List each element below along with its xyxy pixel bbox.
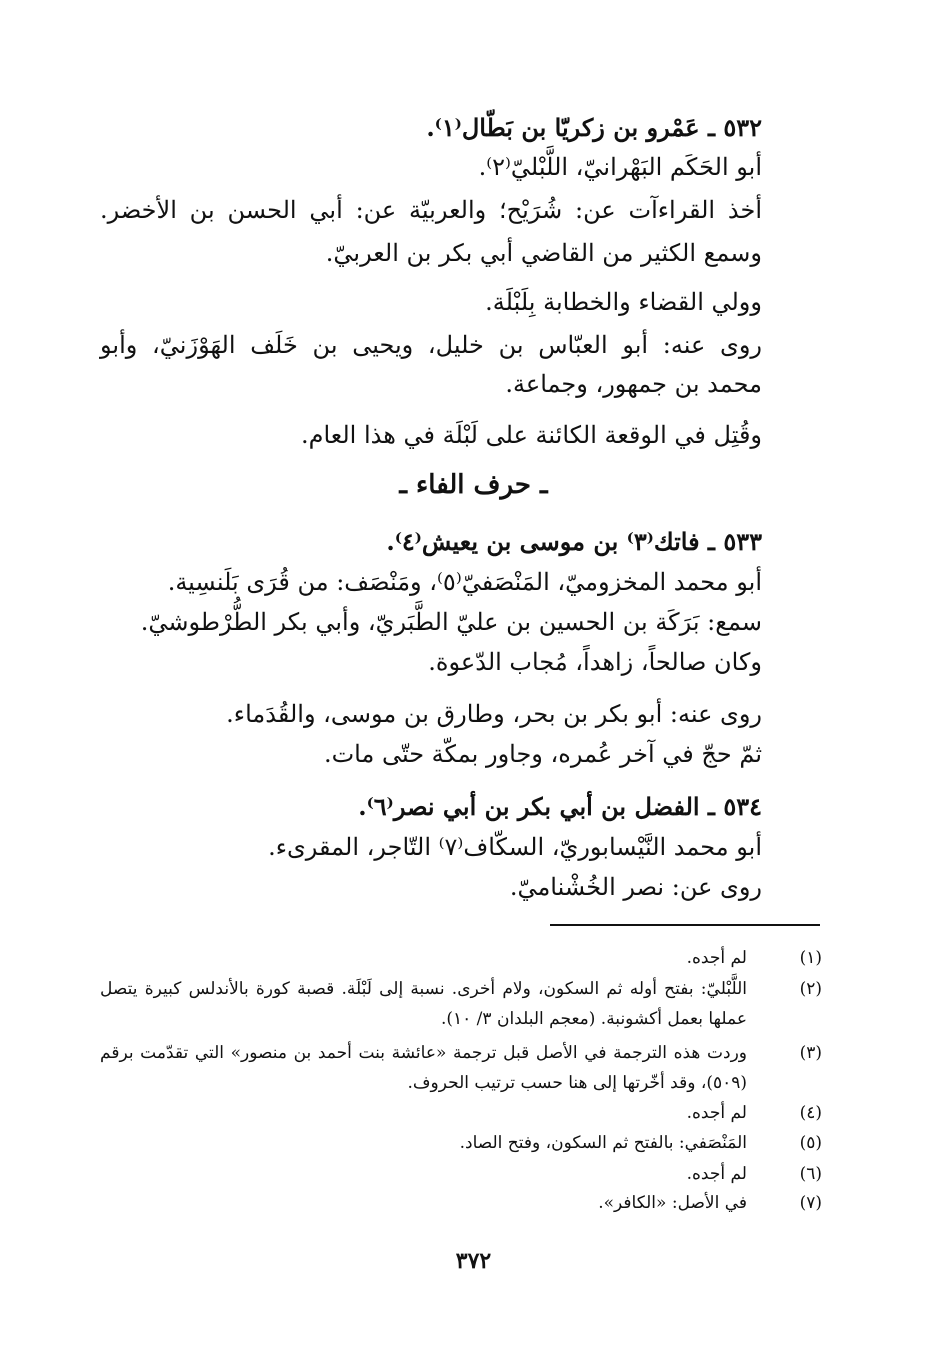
footnote-number: (١) — [799, 948, 822, 968]
footnote-7 — [100, 1190, 822, 1216]
footnote-3 — [100, 1040, 822, 1096]
footnote-number: (٤) — [799, 1103, 822, 1123]
footnote-number: (٦) — [799, 1164, 822, 1184]
footnote-divider — [550, 924, 820, 926]
footnote-text-line-1: اللَّبْليّ: بفتح أوله ثم السكون، ولام أخرى. نسبة إلى لَبْلَة. قصبة كورة بالأندلس كبيرة يتصل — [100, 979, 747, 999]
entry-534-line-2: روى عن: نصر الخُشْناميّ. — [509, 873, 762, 901]
footnote-text: في الأصل: «الكافر». — [598, 1193, 747, 1213]
footnote-text: المَنْصَفي: بالفتح ثم السكون، وفتح الصاد. — [459, 1133, 747, 1153]
entry-534-line-1: أبو محمد النَّيْسابوريّ، السكّاف⁽٧⁾ التّاجر، المقرىء. — [268, 833, 762, 861]
footnote-text-line-2: عملها بعمل أكشونبة. (معجم البلدان ٣/ ١٠). — [440, 1009, 747, 1029]
footnote-text: لم أجده. — [686, 1164, 747, 1184]
entry-532-title: ٥٣٢ ـ عَمْرو بن زكريّا بن بَطّال⁽١⁾. — [426, 113, 762, 142]
entry-532-line-7: وقُتِل في الوقعة الكائنة على لَبْلَة في هذا العام. — [300, 421, 762, 449]
entry-532-line-3: وسمع الكثير من القاضي أبي بكر بن العربيّ. — [325, 239, 762, 267]
entry-532-line-6: محمد بن جمهور، وجماعة. — [505, 370, 762, 398]
entry-534-title: ٥٣٤ ـ الفضل بن أبي بكر بن أبي نصر⁽٦⁾. — [358, 792, 762, 821]
entry-533-line-2: سمع: بَرَكَة بن الحسين بن عليّ الطَّبَريّ، وأبي بكر الطُّرْطوشيّ. — [140, 608, 762, 636]
entry-533-title: ٥٣٣ ـ فاتك⁽٣⁾ بن موسى بن يعيش⁽٤⁾. — [386, 527, 762, 556]
footnote-text: لم أجده. — [686, 1103, 747, 1123]
footnote-text: لم أجده. — [686, 948, 747, 968]
section-heading: ـ حرف الفاء ـ — [399, 470, 548, 500]
footnote-number: (٧) — [799, 1193, 822, 1213]
footnote-4 — [100, 1100, 822, 1126]
footnote-number: (٥) — [799, 1133, 822, 1153]
footnote-text-line-1: وردت هذه الترجمة في الأصل قبل ترجمة «عائشة بنت أحمد بن منصور» التي تقدّمت برقم — [100, 1043, 747, 1063]
entry-532-line-2: أخذ القراءآت عن: شُرَيْح؛ والعربيّة عن: أبي الحسن بن الأخضر. — [100, 196, 762, 224]
page-number: ٣٧٢ — [455, 1248, 492, 1274]
entry-533-line-3: وكان صالحاً، زاهداً، مُجاب الدّعوة. — [428, 648, 762, 676]
entry-532-line-4: وولي القضاء والخطابة بِلَبْلَة. — [485, 288, 762, 316]
entry-532-line-5: روى عنه: أبو العبّاس بن خليل، ويحيى بن خَلَف الهَوْزَنيّ، وأبو — [100, 331, 762, 359]
footnote-6 — [100, 1161, 822, 1187]
footnote-number: (٢) — [799, 979, 822, 999]
entry-532-line-1: أبو الحَكَم البَهْرانيّ، اللَّبْليّ⁽٢⁾. — [478, 153, 762, 181]
footnote-5 — [100, 1130, 822, 1156]
footnote-1 — [100, 945, 822, 971]
footnote-2 — [100, 976, 822, 1032]
footnote-text-line-2: (٥٠٩)، وقد أخّرتها إلى هنا حسب ترتيب الحروف. — [407, 1073, 747, 1093]
footnote-number: (٣) — [799, 1043, 822, 1063]
entry-533-line-5: ثمّ حجّ في آخر عُمره، وجاور بمكّة حتّى مات. — [323, 740, 762, 768]
entry-533-line-4: روى عنه: أبو بكر بن بحر، وطارق بن موسى، والقُدَماء. — [226, 700, 762, 728]
entry-533-line-1: أبو محمد المخزوميّ، المَنْصَفيّ⁽٥⁾، ومَنْصَف: من قُرَى بَلَنسِية. — [167, 568, 762, 596]
